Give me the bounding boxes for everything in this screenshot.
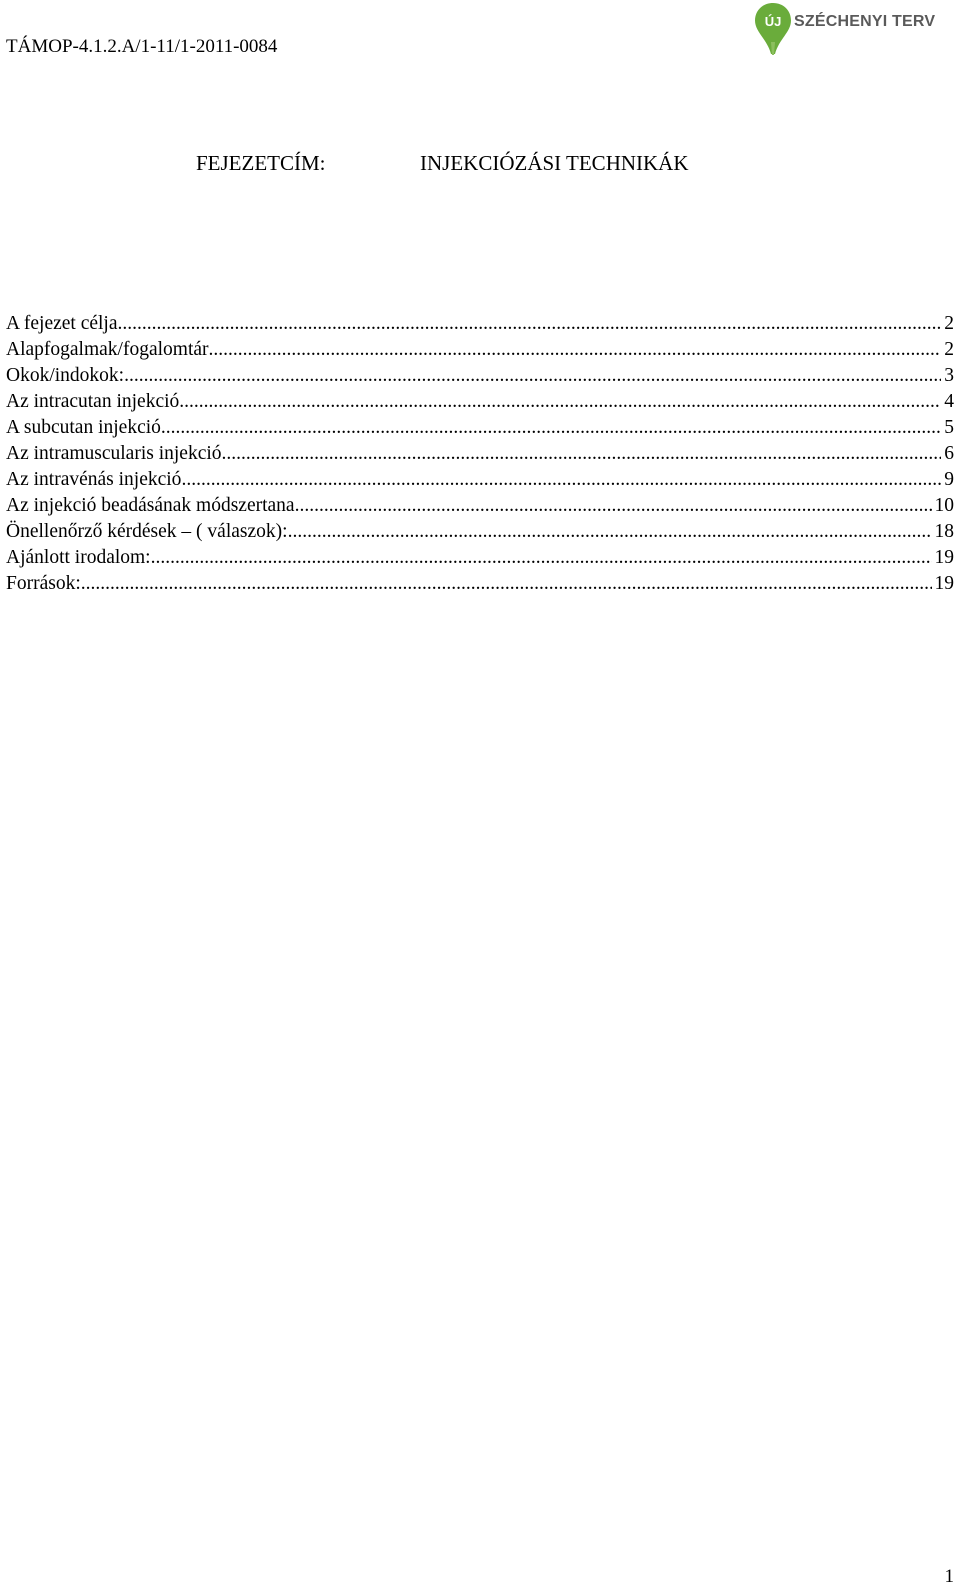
toc-item-label: Az intracutan injekció xyxy=(6,391,180,412)
table-of-contents xyxy=(6,311,954,597)
toc-leader-dots xyxy=(124,363,941,389)
toc-item-page: 2 xyxy=(944,339,954,360)
toc-item[interactable] xyxy=(6,493,954,519)
szechenyi-terv-logo xyxy=(754,2,934,58)
toc-item-page: 4 xyxy=(944,391,954,412)
toc-item[interactable] xyxy=(6,571,954,597)
chapter-title-label: FEJEZETCÍM: xyxy=(196,151,326,175)
toc-item-label: A fejezet célja xyxy=(6,313,118,334)
chapter-title-value: INJEKCIÓZÁSI TECHNIKÁK xyxy=(420,151,689,175)
toc-item-label: Ajánlott irodalom: xyxy=(6,547,151,568)
toc-leader-dots xyxy=(222,441,942,467)
toc-item[interactable] xyxy=(6,441,954,467)
toc-item-page: 2 xyxy=(944,313,954,334)
toc-item-page: 19 xyxy=(934,547,954,568)
toc-item-label: Alapfogalmak/fogalomtár xyxy=(6,339,209,360)
toc-item-label: Önellenőrző kérdések – ( válaszok): xyxy=(6,521,288,542)
toc-leader-dots xyxy=(81,571,932,597)
logo-text: SZÉCHENYI TERV xyxy=(794,13,936,30)
toc-item[interactable] xyxy=(6,467,954,493)
toc-item-page: 9 xyxy=(944,469,954,490)
toc-leader-dots xyxy=(209,337,942,363)
toc-item[interactable] xyxy=(6,545,954,571)
page-number: 1 xyxy=(944,1566,954,1587)
toc-item[interactable] xyxy=(6,519,954,545)
toc-item[interactable] xyxy=(6,363,954,389)
toc-item-page: 3 xyxy=(944,365,954,386)
toc-leader-dots xyxy=(151,545,932,571)
toc-leader-dots xyxy=(295,493,932,519)
project-code: TÁMOP-4.1.2.A/1-11/1-2011-0084 xyxy=(6,36,278,57)
toc-item-page: 18 xyxy=(934,521,954,542)
toc-leader-dots xyxy=(118,311,942,337)
toc-item-label: Az intramuscularis injekció xyxy=(6,443,222,464)
toc-item[interactable] xyxy=(6,337,954,363)
toc-item-label: Az injekció beadásának módszertana xyxy=(6,495,295,516)
toc-item-page: 6 xyxy=(944,443,954,464)
location-pin-icon xyxy=(754,2,792,56)
toc-leader-dots xyxy=(161,415,941,441)
toc-item-label: Az intravénás injekció xyxy=(6,469,182,490)
toc-item-page: 10 xyxy=(934,495,954,516)
toc-item-label: Okok/indokok: xyxy=(6,365,125,386)
toc-leader-dots xyxy=(179,389,941,415)
toc-leader-dots xyxy=(288,519,932,545)
toc-item-label: Források: xyxy=(6,573,81,594)
logo-pin-text: ÚJ xyxy=(764,14,782,29)
toc-item-label: A subcutan injekció xyxy=(6,417,161,438)
toc-item[interactable] xyxy=(6,311,954,337)
toc-item-page: 5 xyxy=(944,417,954,438)
toc-leader-dots xyxy=(181,467,941,493)
toc-item[interactable] xyxy=(6,389,954,415)
toc-item[interactable] xyxy=(6,415,954,441)
toc-item-page: 19 xyxy=(934,573,954,594)
